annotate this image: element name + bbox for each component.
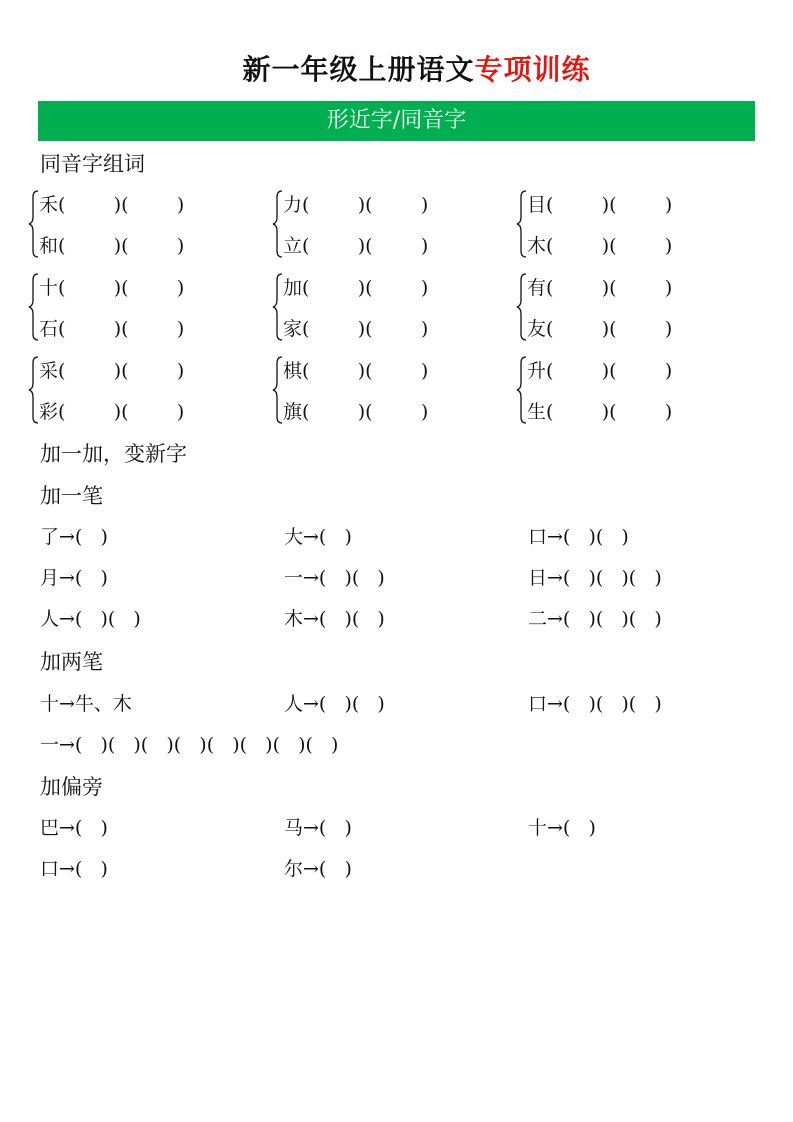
answer-blank[interactable]: ( )( ) bbox=[58, 360, 185, 382]
answer-blank[interactable]: ( )( ) bbox=[302, 318, 429, 340]
exercise-item[interactable]: 人→( )( ) bbox=[284, 693, 385, 715]
exercise-row bbox=[0, 730, 793, 760]
homophone-char: 升 bbox=[527, 360, 547, 382]
answer-blank[interactable]: ( )( ) bbox=[546, 318, 673, 340]
homophone-item bbox=[283, 314, 428, 341]
homophone-char: 禾 bbox=[39, 194, 59, 216]
exercise-item[interactable]: 一→( )( )( )( )( )( )( )( ) bbox=[40, 734, 339, 756]
exercise-item[interactable]: 巴→( ) bbox=[40, 817, 108, 839]
exercise-item[interactable]: 口→( )( )( ) bbox=[528, 693, 662, 715]
homophone-item bbox=[527, 231, 672, 258]
homophone-item bbox=[527, 190, 672, 217]
homophone-item bbox=[527, 273, 672, 300]
homophone-item bbox=[283, 190, 428, 217]
answer-blank[interactable]: ( )( ) bbox=[546, 235, 673, 257]
exercise-item[interactable]: 马→( ) bbox=[284, 817, 352, 839]
homophone-item bbox=[39, 356, 184, 383]
homophone-char: 十 bbox=[39, 277, 59, 299]
homophone-item bbox=[39, 273, 184, 300]
answer-blank[interactable]: ( )( ) bbox=[58, 277, 185, 299]
homophone-item bbox=[283, 397, 428, 424]
heading-add-one-stroke: 加一笔 bbox=[40, 484, 103, 508]
homophone-char: 采 bbox=[39, 360, 59, 382]
exercise-row bbox=[0, 604, 793, 634]
exercise-row bbox=[0, 689, 793, 719]
homophone-item bbox=[527, 356, 672, 383]
heading-add-radical: 加偏旁 bbox=[40, 775, 103, 799]
homophone-item bbox=[39, 314, 184, 341]
answer-blank[interactable]: ( )( ) bbox=[58, 235, 185, 257]
section-banner: 形近字/同音字 bbox=[38, 101, 755, 141]
exercise-item[interactable]: 十→牛、木 bbox=[40, 693, 132, 715]
homophone-item bbox=[527, 314, 672, 341]
page-title bbox=[0, 48, 793, 88]
exercise-item[interactable]: 日→( )( )( ) bbox=[528, 567, 662, 589]
answer-blank[interactable]: ( )( ) bbox=[58, 401, 185, 423]
exercise-item[interactable]: 木→( )( ) bbox=[284, 608, 385, 630]
heading-new-chars: 加一加，变新字 bbox=[40, 442, 187, 466]
answer-blank[interactable]: ( )( ) bbox=[302, 401, 429, 423]
homophone-item bbox=[39, 397, 184, 424]
exercise-item[interactable]: 了→( ) bbox=[40, 526, 108, 548]
exercise-item[interactable]: 月→( ) bbox=[40, 567, 108, 589]
exercise-item[interactable]: 尔→( ) bbox=[284, 858, 352, 880]
exercise-row bbox=[0, 522, 793, 552]
answer-blank[interactable]: ( )( ) bbox=[58, 318, 185, 340]
exercise-item[interactable]: 二→( )( )( ) bbox=[528, 608, 662, 630]
answer-blank[interactable]: ( )( ) bbox=[546, 360, 673, 382]
homophone-char: 立 bbox=[283, 235, 303, 257]
exercise-item[interactable]: 一→( )( ) bbox=[284, 567, 385, 589]
exercise-item[interactable]: 十→( ) bbox=[528, 817, 596, 839]
title-main: 新一年级上册语文 bbox=[242, 53, 475, 86]
answer-blank[interactable]: ( )( ) bbox=[58, 194, 185, 216]
answer-blank[interactable]: ( )( ) bbox=[302, 194, 429, 216]
homophone-char: 彩 bbox=[39, 401, 59, 423]
homophone-char: 和 bbox=[39, 235, 59, 257]
answer-blank[interactable]: ( )( ) bbox=[302, 277, 429, 299]
homophone-char: 有 bbox=[527, 277, 547, 299]
homophone-char: 木 bbox=[527, 235, 547, 257]
homophone-char: 旗 bbox=[283, 401, 303, 423]
homophone-char: 生 bbox=[527, 401, 547, 423]
homophone-item bbox=[283, 231, 428, 258]
exercise-item[interactable]: 人→( )( ) bbox=[40, 608, 141, 630]
homophone-char: 石 bbox=[39, 318, 59, 340]
exercise-row bbox=[0, 813, 793, 843]
homophone-char: 目 bbox=[527, 194, 547, 216]
homophone-item bbox=[39, 231, 184, 258]
answer-blank[interactable]: ( )( ) bbox=[302, 235, 429, 257]
exercise-item[interactable]: 口→( ) bbox=[40, 858, 108, 880]
answer-blank[interactable]: ( )( ) bbox=[546, 277, 673, 299]
answer-blank[interactable]: ( )( ) bbox=[546, 194, 673, 216]
title-accent: 专项训练 bbox=[474, 53, 591, 86]
homophone-item bbox=[39, 190, 184, 217]
heading-add-two-strokes: 加两笔 bbox=[40, 650, 103, 674]
exercise-row bbox=[0, 854, 793, 884]
homophone-char: 家 bbox=[283, 318, 303, 340]
exercise-row bbox=[0, 563, 793, 593]
answer-blank[interactable]: ( )( ) bbox=[302, 360, 429, 382]
homophone-item bbox=[527, 397, 672, 424]
homophone-char: 加 bbox=[283, 277, 303, 299]
homophone-char: 友 bbox=[527, 318, 547, 340]
heading-homophones: 同音字组词 bbox=[40, 152, 145, 176]
homophone-item bbox=[283, 273, 428, 300]
homophone-item bbox=[283, 356, 428, 383]
homophone-char: 棋 bbox=[283, 360, 303, 382]
exercise-item[interactable]: 大→( ) bbox=[284, 526, 352, 548]
homophone-char: 力 bbox=[283, 194, 303, 216]
answer-blank[interactable]: ( )( ) bbox=[546, 401, 673, 423]
exercise-item[interactable]: 口→( )( ) bbox=[528, 526, 629, 548]
